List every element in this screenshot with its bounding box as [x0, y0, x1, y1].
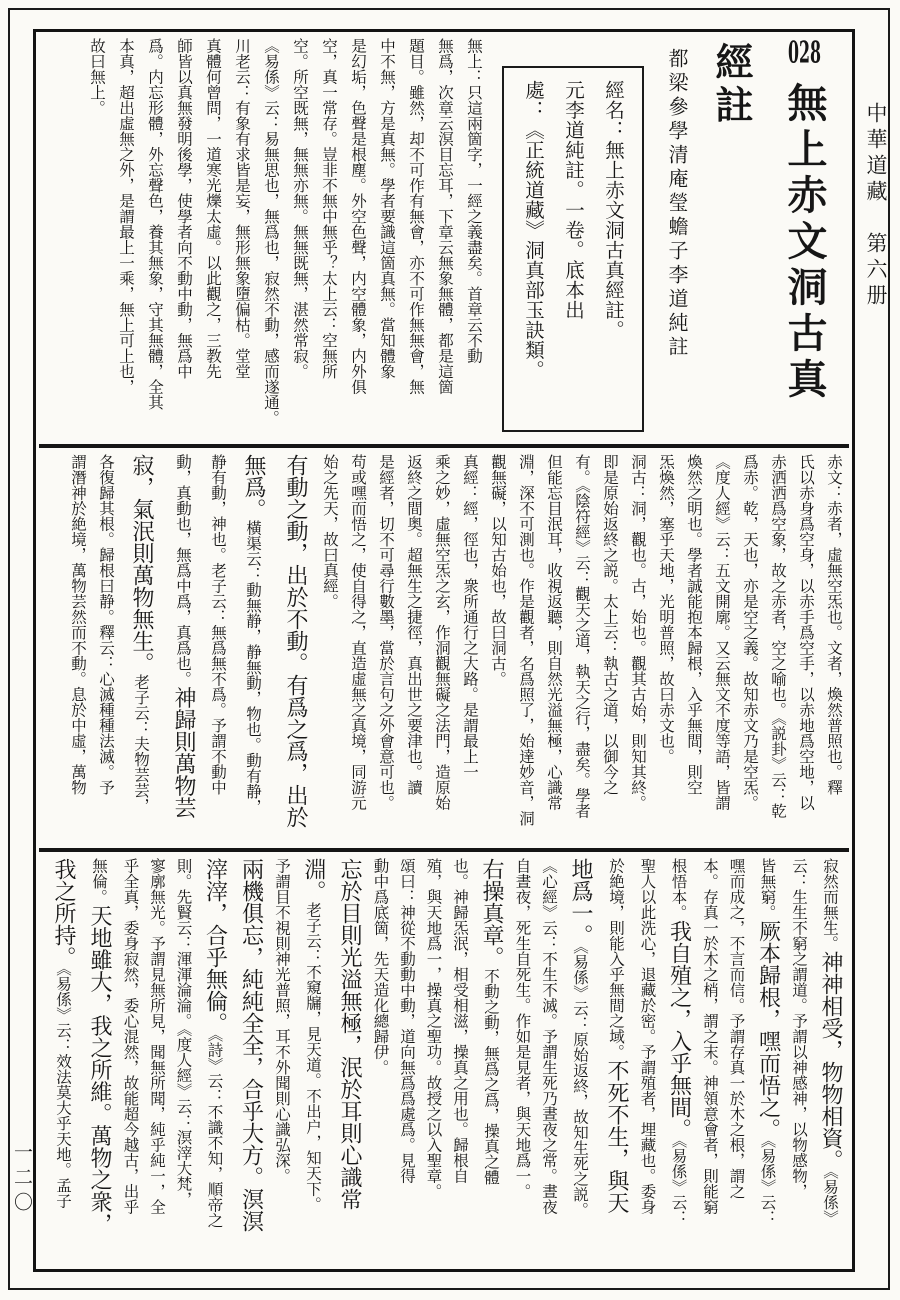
- commentary-text: 《易係》云：: [669, 1140, 688, 1226]
- scripture-text: 無爲。: [241, 454, 266, 520]
- scripture-text: 厥本歸根，嘿而悟之。: [755, 920, 781, 1140]
- scripture-text: 神神相受，物物相資。: [818, 951, 843, 1171]
- text-column: [372, 38, 401, 440]
- issue-number: 028: [788, 38, 821, 68]
- text-column: [274, 454, 316, 844]
- text-column: [170, 858, 197, 1265]
- text-column: [144, 858, 171, 1265]
- commentary-text: 無爲，次章云溟目忘耳，下章云無象無體，都是這箇: [436, 38, 454, 395]
- commentary-text: 也。神歸炁泯，相受相滋，操真之用也。歸根自: [451, 858, 469, 1184]
- content-frame: [33, 29, 855, 1272]
- commentary-text: 《易係》云：效法莫大乎天地。孟子: [54, 968, 72, 1209]
- text-column: [269, 858, 296, 1265]
- edition-box: [502, 66, 644, 432]
- text-column: [198, 38, 227, 440]
- text-column: [624, 454, 652, 844]
- text-column: [227, 38, 256, 440]
- text-column: [140, 38, 169, 440]
- text-column: [367, 858, 394, 1265]
- text-column: [295, 858, 331, 1265]
- text-column: [111, 38, 140, 440]
- commentary-text: 老子云：夫物芸芸，: [132, 674, 150, 814]
- text-column: [372, 454, 400, 844]
- commentary-text: 本。存真一於木之梢，謂之末。神領意會者，則能窮: [701, 858, 719, 1215]
- scripture-text: 有動之動，出於不動。有爲之爲，出於: [283, 454, 308, 828]
- text-column: [598, 858, 634, 1265]
- commentary-text: 動中爲底箇，先天造化總歸伊。: [371, 858, 390, 1075]
- text-column: [401, 38, 430, 440]
- commentary-text: 真體何曾問，一道寒光爍太虛。以此觀之，三教先: [204, 38, 222, 379]
- series-title-label: 中華道藏 第六册: [864, 102, 888, 310]
- text-column: [820, 454, 848, 844]
- commentary-text: 《易係》: [821, 1171, 839, 1226]
- text-column: [204, 454, 232, 844]
- edition-box-column: 處：《正統道藏》洞真部玉訣類。: [522, 80, 545, 380]
- commentary-text: 云：生生不窮之謂道。予謂以神感神，以物感物，: [790, 858, 808, 1199]
- text-column: [540, 454, 568, 844]
- header-section: [36, 32, 852, 444]
- commentary-text: 洞古：洞，觀也。古，始也。觀其古始，則知其終。: [629, 454, 647, 811]
- text-column: [750, 858, 786, 1265]
- text-column: [473, 858, 509, 1265]
- scripture-text: 兩機俱忘，純純全全，合乎大方。溟溟: [238, 858, 264, 1232]
- commentary-text: 川老云：有象有求皆是妄，無形無象墮偏枯。堂堂: [233, 38, 251, 379]
- text-column: [723, 858, 750, 1265]
- commentary-text: 返終之間奥。超無生之捷徑，真出世之要津也。讀: [405, 454, 423, 795]
- commentary-section-middle: [36, 448, 852, 848]
- text-column: [512, 454, 540, 844]
- text-column: [314, 38, 343, 440]
- text-column: [169, 38, 198, 440]
- commentary-text: 乎全真，委身寂然，委心混然，故能超今越古，出乎: [121, 858, 140, 1215]
- commentary-text: 《易係》云：原始返終，故知生死之説。: [571, 946, 589, 1218]
- commentary-text: 故曰無上。: [88, 38, 106, 116]
- commentary-text: 煥然之明也。學者誠能抱本歸根，入乎無間，則空: [685, 454, 703, 795]
- commentary-text: 不動之動，無爲之爲，操真之體: [482, 968, 500, 1185]
- commentary-text: 於絶境，則能入乎無間之域。: [607, 858, 625, 1060]
- scripture-text: 右操真章。: [479, 858, 504, 968]
- text-column: [420, 858, 447, 1265]
- commentary-text: 無上：只這兩箇字，一經之義盡矣。首章云不動: [465, 38, 483, 364]
- text-column: [344, 454, 372, 844]
- text-column: [786, 858, 813, 1265]
- text-column: [120, 454, 162, 844]
- text-column: [456, 454, 484, 844]
- commentary-text: 是經者，切不可尋行數墨，當於言句之外會意可也。: [377, 454, 395, 811]
- commentary-text: 有。《陰符經》云：觀天之道，執天之行，盡矣。學者: [573, 454, 591, 819]
- commentary-text: 爲。内忘形體，外忘聲色，養其無象，守其無體，全其: [146, 38, 164, 410]
- commentary-text: 乘之妙，虛無空炁之玄，作洞觀無礙之法門，造原始: [433, 454, 451, 811]
- text-column: [459, 38, 488, 440]
- scripture-text: 淵。: [301, 858, 326, 902]
- commentary-text: 赤文：赤者，虛無空炁也。文者，煥然普照也。釋: [825, 454, 843, 795]
- commentary-text: 橫渠云：動無静，静無動，物也。動有静，: [244, 520, 262, 815]
- text-column: [792, 454, 820, 844]
- title-column: [762, 38, 846, 440]
- commentary-text: 自晝夜，死生自死生。作如是見者，與天地爲一。: [513, 858, 532, 1199]
- text-column: [117, 858, 144, 1265]
- scripture-text: 我之所持。: [51, 858, 76, 968]
- text-column: [568, 454, 596, 844]
- commentary-text: 皆無窮。: [758, 858, 777, 920]
- text-column: [634, 858, 661, 1265]
- text-column: [81, 858, 117, 1265]
- text-column: [316, 454, 344, 844]
- subtitle: 經註: [709, 42, 754, 128]
- commentary-text: 則。先賢云：渾渾淪淪。《度人經》云：溟滓大梵，: [174, 858, 193, 1207]
- commentary-text: 嘿而成之，不言而信。予謂存真一於木之根，謂之: [727, 858, 746, 1199]
- commentary-text: 殖，與天地爲一，操真之聖功。故授之以入聖章。: [424, 858, 443, 1199]
- text-column: [764, 454, 792, 844]
- commentary-text: 頌曰：神從不動動中動，道向無爲爲處爲。見得: [398, 858, 416, 1184]
- commentary-text: 老子云：不窺牖，見天道。不出户，知天下。: [304, 902, 322, 1212]
- commentary-text: 爲赤。乾，天也，亦是空之義。故知赤文乃是空炁。: [741, 454, 759, 811]
- scripture-text: 不死不生，與天: [604, 1059, 629, 1214]
- text-column: [661, 858, 697, 1265]
- commentary-text: 謂潛神於絶境，萬物芸然而不動。息於中虛，萬物: [69, 454, 87, 795]
- text-column: [562, 858, 598, 1265]
- commentary-text: 即是原始返終之説。太上云：執古之道，以御今之: [601, 454, 619, 795]
- text-column: [233, 858, 269, 1265]
- text-column: [162, 454, 204, 844]
- scripture-text: 忘於目則光溢無極，泯於耳則心識常: [337, 858, 362, 1210]
- commentary-text: 無倫。: [90, 858, 108, 905]
- text-column: [652, 454, 680, 844]
- commentary-text: 予謂目不視則神光普照，耳不外聞則心識弘深。: [273, 858, 291, 1184]
- text-column: [394, 858, 421, 1265]
- commentary-text: 根悟本。: [669, 858, 688, 920]
- text-column: [430, 38, 459, 440]
- commentary-text: 《心經》云：不生不滅。予謂生死乃晝夜之常。晝夜: [540, 858, 558, 1215]
- text-column: [64, 454, 92, 844]
- commentary-text: 觀無礙，以知古始也，故曰洞古。: [489, 454, 507, 687]
- commentary-text: 中不無，方是真無。學者要識這箇真無。當知體象: [378, 38, 396, 379]
- page-number-label: 一二〇: [11, 1142, 33, 1217]
- commentary-text: 《易係》云：易無思也，無爲也，寂然不動，感而遂通。: [262, 38, 280, 426]
- edition-box-column: 元李道純註。一卷。底本出: [562, 80, 585, 320]
- commentary-text: 師皆以真無發明後學，使學者向不動中動，無爲中: [175, 38, 193, 379]
- commentary-section-bottom: [36, 852, 852, 1269]
- scripture-text: 神歸則萬物芸: [171, 686, 196, 819]
- text-column: [484, 454, 512, 844]
- text-column: [256, 38, 285, 440]
- text-column: [343, 38, 372, 440]
- scripture-text: 天地雖大，我之所維。萬物之衆，: [87, 904, 112, 1235]
- text-column: [428, 454, 456, 844]
- commentary-text: 静有動，神也。老子云：無爲無不爲。予謂不動中: [209, 454, 227, 795]
- text-column: [331, 858, 367, 1265]
- author-line: 都梁參學清庵瑩蟾子李道純註: [665, 48, 689, 360]
- text-column: [45, 858, 81, 1265]
- main-title: 無上赤文洞古真: [781, 82, 828, 404]
- text-column: [447, 858, 474, 1265]
- text-column: [197, 858, 233, 1265]
- commentary-text: 始之先天，故曰真經。: [321, 454, 339, 609]
- commentary-text: 淵，深不可測也。作是觀者，名爲照了，始達妙音，洞: [517, 454, 535, 826]
- scripture-text: 寂，氣泯則萬物無生。: [129, 454, 154, 674]
- commentary-text: 《度人經》云：五文開廓。又云無文不度等語，皆謂: [713, 454, 731, 811]
- edition-box-column: 經名：無上赤文洞古真經註。: [602, 80, 625, 340]
- text-column: [285, 38, 314, 440]
- commentary-text: 《詩》云：不識不知，順帝之: [205, 1034, 224, 1228]
- commentary-text: 寥廓無光。予謂見無所見，聞無所聞，純乎純一，全: [148, 858, 166, 1215]
- commentary-text: 炁煥然，塞乎天地，光明普照，故曰赤文也。: [657, 454, 675, 764]
- text-column: [736, 454, 764, 844]
- commentary-text: 是幻垢，色聲是根塵。外空色聲，内空體象，内外俱: [349, 38, 367, 395]
- commentary-text: 苟或嘿而悟之，使自得之，直造虛無之真境，同游元: [349, 454, 367, 811]
- text-column: [812, 858, 848, 1265]
- text-column: [680, 454, 708, 844]
- commentary-text: 但能忘目泯耳，收視返聽，則自然光溢無極，心識常: [545, 454, 563, 811]
- commentary-text: 題目。雖然，却不可作有無會，亦不可作無無會，無: [407, 38, 425, 395]
- commentary-text: 真經：經，徑也，衆所通行之大路。是謂最上一: [461, 454, 479, 780]
- scripture-text: 滓滓，合乎無倫。: [202, 858, 228, 1034]
- scripture-text: 我自殖之，入乎無間。: [666, 920, 692, 1140]
- text-column: [82, 38, 111, 440]
- text-column: [232, 454, 274, 844]
- commentary-text: 《易係》云：: [758, 1140, 777, 1226]
- text-column: [708, 454, 736, 844]
- text-column: [697, 858, 724, 1265]
- commentary-text: 空。所空既無，無無亦無。無無既無，湛然常寂。: [291, 38, 309, 379]
- text-column: [509, 858, 536, 1265]
- commentary-text: 赤洒洒爲空象，故之赤者，空之喻也。《説卦》云：乾: [769, 454, 787, 819]
- text-column: [92, 454, 120, 844]
- commentary-text: 聖人以此洗心，退藏於密。予謂殖者，埋藏也。委身: [638, 858, 657, 1215]
- text-column: [400, 454, 428, 844]
- commentary-text: 本真，超出虛無之外，是謂最上一乘，無上可上也，: [117, 38, 135, 395]
- commentary-text: 寂然而無生。: [821, 858, 839, 951]
- text-column: [536, 858, 563, 1265]
- scripture-text: 地爲一。: [568, 858, 593, 946]
- text-column: [596, 454, 624, 844]
- commentary-text: 空，真一常存。豈非不無中無乎？太上云：空無所: [320, 38, 338, 379]
- commentary-text: 動，真動也，無爲中爲，真爲也。: [174, 454, 192, 687]
- commentary-text: 各復歸其根。歸根曰静。釋云：心滅種種法滅。予: [97, 454, 115, 795]
- commentary-text: 氏以赤身爲空身，以赤手爲空手，以赤地爲空地，以: [797, 454, 815, 811]
